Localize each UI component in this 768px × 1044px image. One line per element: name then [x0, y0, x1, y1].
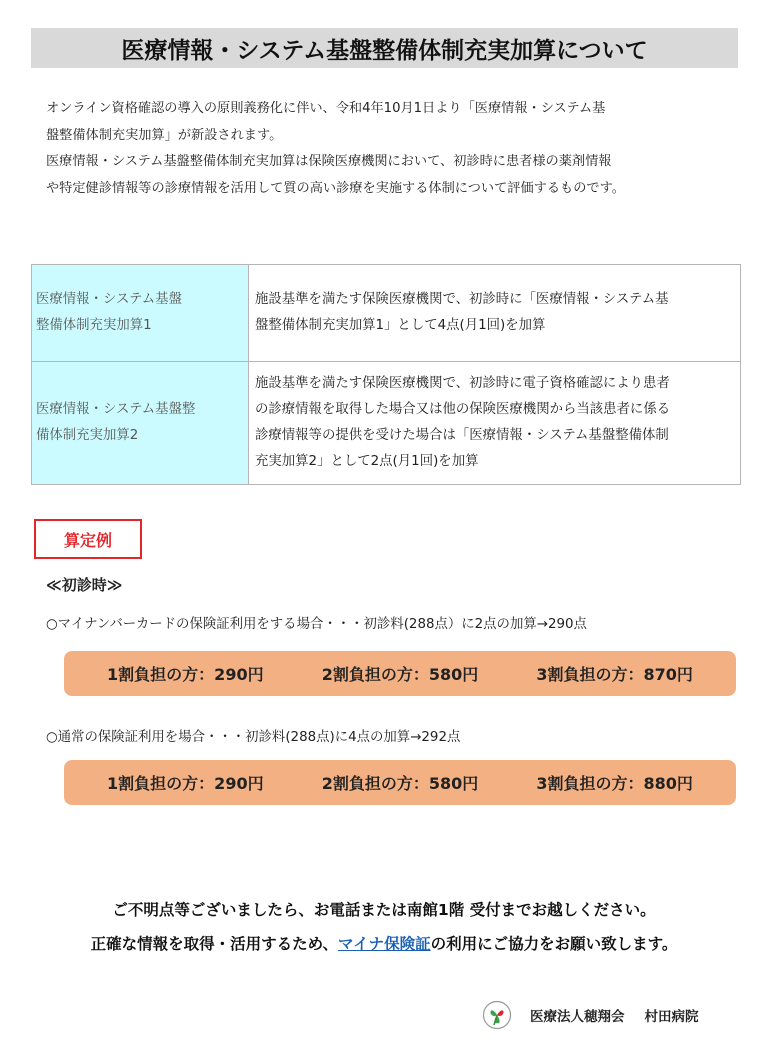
cost-item: 2割負担の方：580円 — [321, 665, 479, 684]
cooperation-notice — [0, 932, 768, 954]
cost-item: 2割負担の方：580円 — [321, 774, 479, 793]
addition-desc-line: 充実加算2」として2点(月1回)を加算 — [255, 454, 479, 469]
cost-item: 3割負担の方：880円 — [536, 774, 693, 793]
example-label: 算定例 — [63, 530, 112, 550]
example-label-box — [34, 519, 142, 559]
corporation-name: 医療法人穂翔会 — [530, 1009, 625, 1025]
addition-desc-line: の診療情報を取得した場合又は他の保険医療機関から当該患者に係る — [255, 402, 671, 417]
organization-signature — [482, 1000, 699, 1030]
clover-logo-icon — [482, 1000, 512, 1030]
intro-paragraph — [46, 96, 736, 202]
mynumber-insurance-link[interactable]: マイナ保険証 — [337, 935, 431, 953]
addition-table — [31, 264, 741, 485]
addition-name-line: 医療情報・システム基盤 — [36, 292, 182, 307]
first-visit-heading: ≪初診時≫ — [46, 576, 123, 594]
cost-item: 3割負担の方：870円 — [536, 665, 693, 684]
addition-name-line: 整備体制充実加算1 — [36, 318, 152, 333]
hospital-name: 村田病院 — [644, 1009, 699, 1025]
addition-name-cell — [32, 362, 249, 485]
page-title-text: 医療情報・システム基盤整備体制充実加算について — [121, 37, 648, 64]
table-row — [32, 265, 741, 362]
addition-desc-line: 盤整備体制充実加算1」として4点(月1回)を加算 — [255, 318, 546, 333]
case-mynumber-text: ○マイナンバーカードの保険証利用をする場合・・・初診料(288点）に2点の加算→290点 — [46, 617, 587, 632]
cooperation-text-pre: 正確な情報を取得・活用するため、 — [90, 935, 338, 953]
intro-line: や特定健診情報等の診療情報を活用して質の高い診療を実施する体制について評価するものです。 — [46, 180, 625, 196]
addition-desc-line: 診療情報等の提供を受けた場合は「医療情報・システム基盤整備体制 — [255, 428, 669, 443]
contact-notice: ご不明点等ございましたら、お電話または南館1階 受付までお越しください。 — [112, 901, 656, 919]
cost-item: 1割負担の方：290円 — [107, 665, 264, 684]
addition-desc-cell — [249, 265, 741, 362]
addition-name-line: 備体制充実加算2 — [36, 428, 139, 443]
addition-desc-line: 施設基準を満たす保険医療機関で、初診時に電子資格確認により患者 — [255, 376, 670, 391]
cost-bar-regular — [64, 760, 736, 805]
intro-line: オンライン資格確認の導入の原則義務化に伴い、令和4年10月1日より「医療情報・システム基 — [46, 101, 606, 116]
intro-line: 医療情報・システム基盤整備体制充実加算は保険医療機関において、初診時に患者様の薬剤情報 — [46, 154, 612, 169]
cost-item: 1割負担の方：290円 — [107, 774, 264, 793]
cooperation-text-post: の利用にご協力をお願い致します。 — [430, 935, 678, 953]
case-regular-text: ○通常の保険証利用を場合・・・初診料(288点)に4点の加算→292点 — [46, 730, 461, 745]
table-row — [32, 362, 741, 485]
addition-desc-line: 施設基準を満たす保険医療機関で、初診時に「医療情報・システム基 — [255, 292, 669, 307]
addition-name-cell — [32, 265, 249, 362]
cost-bar-mynumber — [64, 651, 736, 696]
intro-line: 盤整備体制充実加算」が新設されます。 — [46, 127, 283, 143]
addition-name-line: 医療情報・システム基盤整 — [36, 402, 196, 417]
page-title — [31, 28, 738, 68]
addition-desc-cell — [249, 362, 741, 485]
